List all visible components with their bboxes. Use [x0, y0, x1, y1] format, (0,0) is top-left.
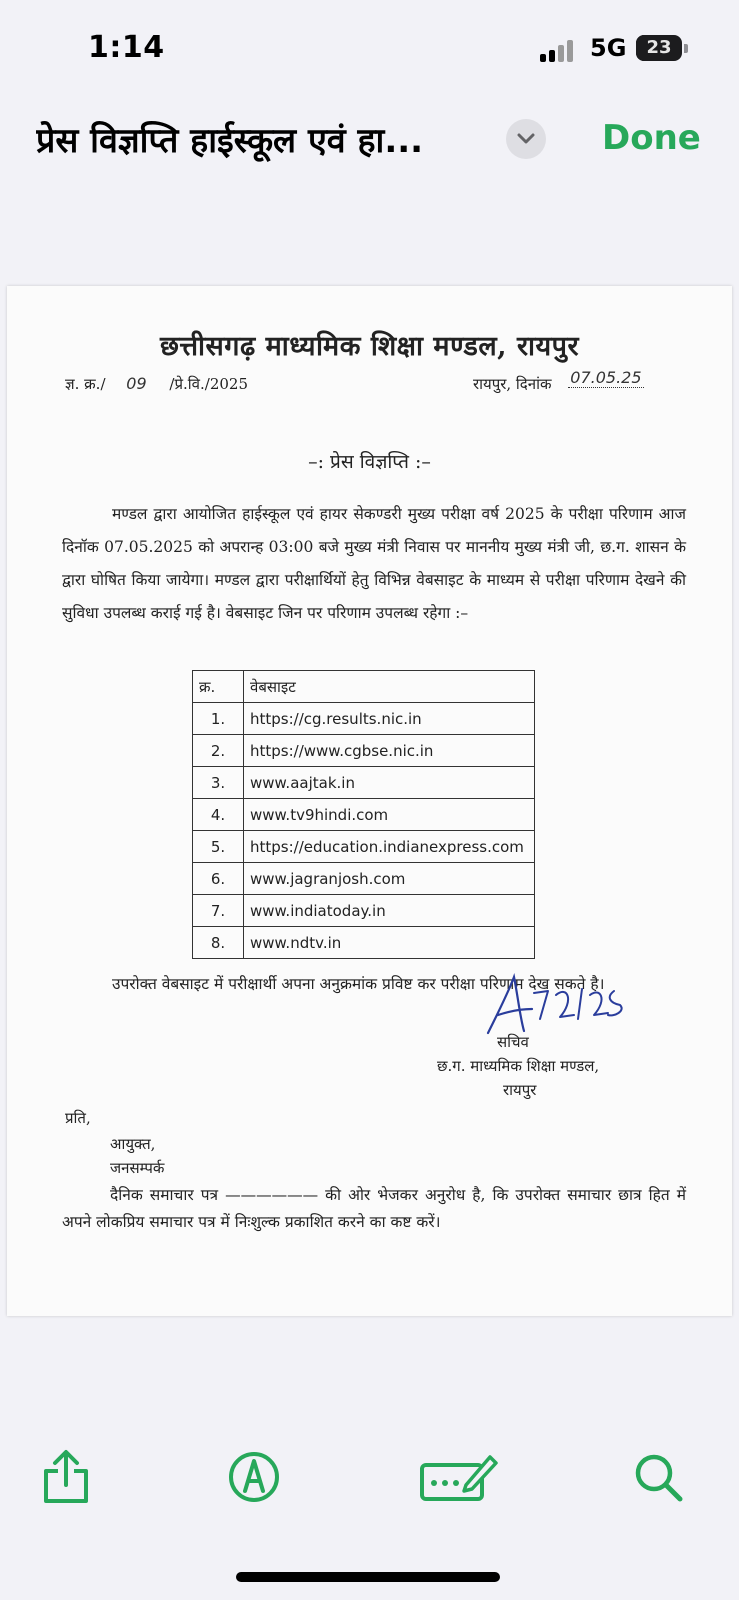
reference-number-handwritten: 09 [126, 374, 147, 393]
table-row [193, 735, 535, 767]
header-serial: क्र. [193, 671, 244, 703]
row-website: https://www.cgbse.nic.in [244, 735, 535, 767]
table-row [193, 799, 535, 831]
home-indicator[interactable] [236, 1572, 500, 1582]
row-serial: 7. [193, 895, 244, 927]
table-row [193, 863, 535, 895]
date-handwritten: 07.05.25 [570, 368, 642, 387]
chevron-down-icon [517, 133, 535, 145]
done-button[interactable]: Done [602, 118, 701, 158]
reference-number [65, 374, 248, 394]
status-time: 1:14 [88, 30, 165, 65]
reference-prefix: ज्ञ. क्र./ [65, 375, 106, 393]
table-row [193, 767, 535, 799]
battery-percent: 23 [646, 37, 672, 58]
table-row [193, 927, 535, 959]
document-heading: छत्तीसगढ़ माध्यमिक शिक्षा मण्डल, रायपुर [159, 331, 580, 362]
row-serial: 3. [193, 767, 244, 799]
row-website: https://education.indianexpress.com [244, 831, 535, 863]
row-website: www.ndtv.in [244, 927, 535, 959]
share-icon[interactable] [38, 1447, 94, 1507]
place-date-label: रायपुर, दिनांक [473, 375, 552, 393]
website-table [192, 670, 535, 959]
table-row [193, 895, 535, 927]
search-icon[interactable] [630, 1447, 686, 1507]
addressee-line-1: आयुक्त, [110, 1135, 156, 1153]
table-header-row [193, 671, 535, 703]
battery-icon [636, 35, 682, 61]
header-website: वेबसाइट [244, 671, 535, 703]
announcement-paragraph: मण्डल द्वारा आयोजित हाईस्कूल एवं हायर सेकण्डरी मुख्य परीक्षा वर्ष 2025 के परीक्षा परिणाम आज दिनॉक 07.05.2025 को अपरान्ह 03:00 बजे मुख्य मंत्री निवास पर माननीय मुख्य मंत्री जी, छ.ग. शासन के द्वारा घोषित किया जायेगा। मण्डल द्वारा परीक्षार्थियों हेतु विभिन्न वेबसाइट के माध्यम से परीक्षा परिणाम देखने की सुविधा उपलब्ध कराई गई है। वेबसाइट जिन पर परिणाम उपलब्ध रहेगा :– [62, 505, 686, 622]
row-website: www.indiatoday.in [244, 895, 535, 927]
table-row [193, 703, 535, 735]
addressee-line-2: जनसम्पर्क [110, 1159, 165, 1177]
row-website: www.tv9hindi.com [244, 799, 535, 831]
document-page[interactable] [7, 286, 732, 1316]
row-website: www.aajtak.in [244, 767, 535, 799]
signature-title: सचिव [497, 1033, 529, 1051]
row-website: www.jagranjosh.com [244, 863, 535, 895]
title-menu-button[interactable] [506, 119, 546, 159]
row-serial: 8. [193, 927, 244, 959]
signature-keyboard-icon[interactable] [418, 1447, 498, 1507]
row-serial: 1. [193, 703, 244, 735]
instruction-paragraph: उपरोक्त वेबसाइट में परीक्षार्थी अपना अनुक्रमांक प्रविष्ट कर परीक्षा परिणाम देख सकते है। [112, 975, 605, 993]
document-title[interactable]: प्रेस विज्ञप्ति हाईस्कूल एवं हा... [36, 121, 424, 161]
row-serial: 4. [193, 799, 244, 831]
place-date [473, 368, 644, 394]
row-serial: 5. [193, 831, 244, 863]
battery-cap [684, 44, 688, 53]
request-paragraph: दैनिक समाचार पत्र —————— की ओर भेजकर अनुरोध है, कि उपरोक्त समाचार छात्र हित में अपने लोकप्रिय समाचार पत्र में निःशुल्क प्रकाशित करने का कष्ट करें। [62, 1186, 686, 1231]
signature-office: छ.ग. माध्यमिक शिक्षा मण्डल, [437, 1057, 600, 1075]
markup-icon[interactable] [226, 1447, 282, 1507]
row-website: https://cg.results.nic.in [244, 703, 535, 735]
reference-suffix: /प्रे.वि./2025 [169, 375, 248, 393]
signature-place: रायपुर [503, 1081, 537, 1099]
status-bar [0, 0, 739, 100]
cellular-signal-icon [540, 38, 576, 62]
to-label: प्रति, [65, 1109, 91, 1127]
row-serial: 2. [193, 735, 244, 767]
table-row [193, 831, 535, 863]
row-serial: 6. [193, 863, 244, 895]
press-release-title: –: प्रेस विज्ञप्ति :– [308, 451, 431, 473]
network-type: 5G [590, 34, 627, 62]
